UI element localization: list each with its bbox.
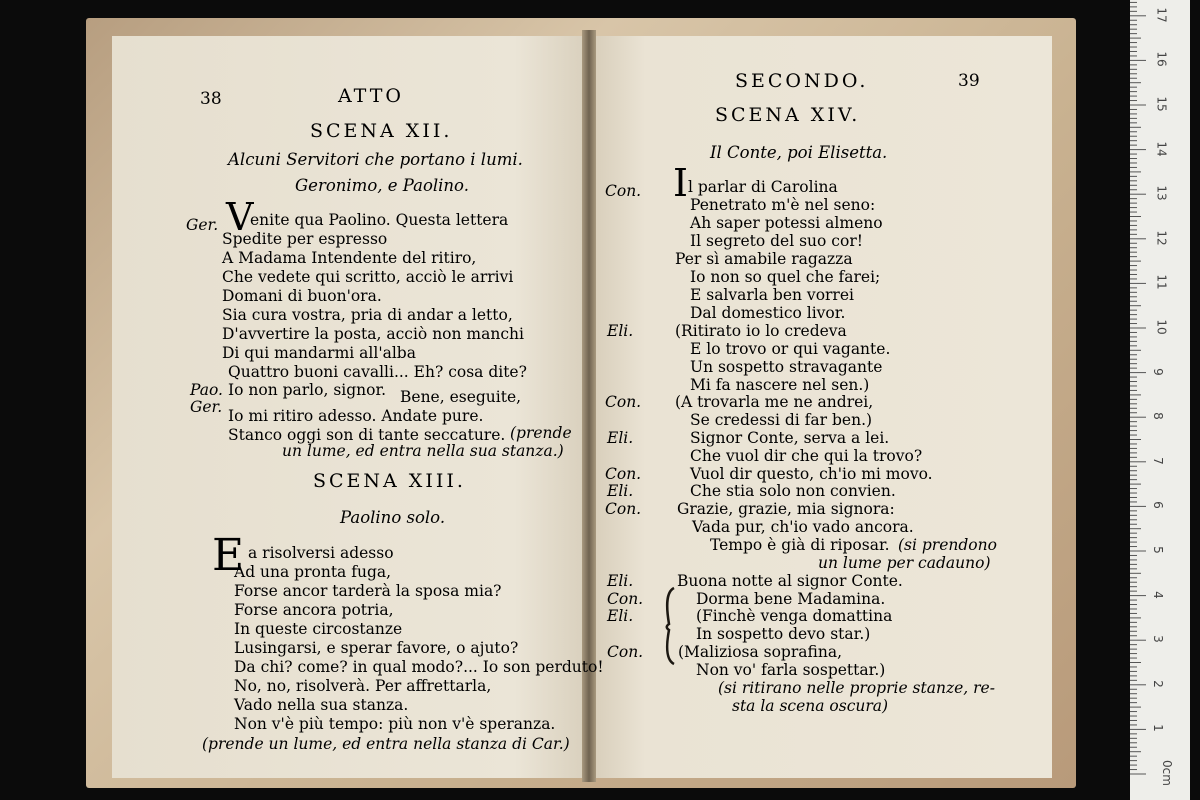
speaker-label: Con. xyxy=(605,465,642,483)
verse-line: In sospetto devo star.) xyxy=(696,625,871,643)
speaker-label: Eli. xyxy=(607,322,634,340)
verse-line: Io non parlo, signor. xyxy=(228,381,387,399)
speaker-label: Ger. xyxy=(186,216,219,234)
speaker-label: Con. xyxy=(605,393,642,411)
verse-line: Mi fa nascere nel sen.) xyxy=(690,376,870,394)
verse-line: Che stia solo non convien. xyxy=(690,482,896,500)
speaker-label: Con. xyxy=(607,643,644,661)
verse-line: Bene, eseguite, xyxy=(400,388,522,406)
verse-line: Quattro buoni cavalli... Eh? cosa dite? xyxy=(228,363,527,381)
ruler-number: 1 xyxy=(1150,724,1165,733)
verse-line: Ad una pronta fuga, xyxy=(234,563,392,581)
verse-line: (Ritirato io lo credeva xyxy=(675,322,847,340)
verse-line: Dal domestico livor. xyxy=(690,304,846,322)
verse-line: Tempo è già di riposar. xyxy=(710,536,890,554)
verse-line: Lusingarsi, e sperar favore, o ajuto? xyxy=(234,639,519,657)
speaker-label: Con. xyxy=(607,590,644,608)
speaker-label: Con. xyxy=(605,182,642,200)
left-running-head: ATTO xyxy=(338,85,404,107)
scene-12-subtitle: Alcuni Servitori che portano i lumi. xyxy=(228,150,523,169)
scene-14-subtitle: Il Conte, poi Elisetta. xyxy=(710,143,888,162)
speaker-label: Eli. xyxy=(607,607,634,625)
verse-line: Non v'è più tempo: più non v'è speranza. xyxy=(234,715,556,733)
stage-direction: sta la scena oscura) xyxy=(732,697,889,715)
ruler-number: 9 xyxy=(1150,367,1165,376)
ruler-number: 5 xyxy=(1150,546,1165,554)
verse-line: (A trovarla me ne andrei, xyxy=(675,393,874,411)
verse-line: Buona notte al signor Conte. xyxy=(677,572,903,590)
verse-line: No, no, risolverà. Per affrettarla, xyxy=(234,677,492,695)
verse-line: Forse ancor tarderà la sposa mia? xyxy=(234,582,502,600)
speaker-label: Con. xyxy=(605,500,642,518)
scene-12-title: SCENA XII. xyxy=(310,120,453,142)
ruler-number: 10 xyxy=(1154,319,1169,335)
verse-line: enite qua Paolino. Questa lettera xyxy=(250,211,509,229)
stage-direction: (prende xyxy=(510,424,572,442)
speaker-label: Eli. xyxy=(607,429,634,447)
verse-line: In queste circostanze xyxy=(234,620,403,638)
drop-cap: I xyxy=(673,161,689,205)
verse-line: Ah saper potessi almeno xyxy=(690,214,883,232)
scene-13-subtitle: Paolino solo. xyxy=(340,508,446,527)
verse-line: Sia cura vostra, pria di andar a letto, xyxy=(222,306,513,324)
verse-line: Io mi ritiro adesso. Andate pure. xyxy=(228,407,484,425)
ruler-number: 2 xyxy=(1150,679,1165,688)
verse-line: Se credessi di far ben.) xyxy=(690,411,873,429)
ruler-number: 4 xyxy=(1150,590,1165,599)
ruler-number: 15 xyxy=(1154,96,1169,112)
ruler-number: 14 xyxy=(1154,140,1169,157)
stage-direction: (si ritirano nelle proprie stanze, re- xyxy=(718,679,995,697)
stage-direction: un lume, ed entra nella sua stanza.) xyxy=(282,442,564,460)
verse-line: Grazie, grazie, mia signora: xyxy=(677,500,895,518)
verse-line: D'avvertire la posta, acciò non manchi xyxy=(222,325,524,343)
verse-line: Che vedete qui scritto, acciò le arrivi xyxy=(222,268,514,286)
ruler-number: 6 xyxy=(1150,501,1165,510)
scene-13-title: SCENA XIII. xyxy=(313,470,466,492)
verse-line: Stanco oggi son di tante seccature. xyxy=(228,426,506,444)
verse-line: Vada pur, ch'io vado ancora. xyxy=(692,518,914,536)
verse-line: Signor Conte, serva a lei. xyxy=(690,429,890,447)
brace-icon xyxy=(660,586,680,666)
verse-line: Di qui mandarmi all'alba xyxy=(222,344,416,362)
ruler-number: 17 xyxy=(1154,7,1169,23)
measurement-ruler xyxy=(1130,0,1190,800)
ruler-number: 7 xyxy=(1150,456,1165,465)
ruler-number: 3 xyxy=(1150,635,1165,644)
verse-line: Io non so quel che farei; xyxy=(690,268,881,286)
verse-line: (Finchè venga domattina xyxy=(696,607,893,625)
speaker-label: Ger. xyxy=(190,398,223,416)
verse-line: (Maliziosa soprafina, xyxy=(678,643,842,661)
verse-line: E lo trovo or qui vagante. xyxy=(690,340,891,358)
verse-line: Forse ancora potria, xyxy=(234,601,394,619)
verse-line: Che vuol dir che qui la trovo? xyxy=(690,447,923,465)
scene-14-title: SCENA XIV. xyxy=(715,104,861,126)
verse-line: Domani di buon'ora. xyxy=(222,287,382,305)
verse-line: Il segreto del suo cor! xyxy=(690,232,863,250)
left-page-number: 38 xyxy=(200,89,222,109)
verse-line: Vado nella sua stanza. xyxy=(234,696,409,714)
speaker-label: Eli. xyxy=(607,482,634,500)
verse-line: A Madama Intendente del ritiro, xyxy=(222,249,477,267)
stage-direction: un lume per cadauno) xyxy=(818,554,991,572)
speaker-label: Eli. xyxy=(607,572,634,590)
ruler-number: 0cm xyxy=(1159,760,1174,786)
verse-line: Da chi? come? in qual modo?... Io son perduto! xyxy=(234,658,604,676)
ruler-number: 12 xyxy=(1154,230,1169,246)
ruler-number: 13 xyxy=(1154,185,1169,201)
verse-line: Vuol dir questo, ch'io mi movo. xyxy=(690,465,933,483)
verse-line: Penetrato m'è nel seno: xyxy=(690,196,876,214)
verse-line: Spedite per espresso xyxy=(222,230,388,248)
verse-line: Un sospetto stravagante xyxy=(690,358,883,376)
drop-cap: V xyxy=(226,195,254,239)
right-page-number: 39 xyxy=(958,71,980,91)
right-running-head: SECONDO. xyxy=(735,70,869,92)
verse-line: Per sì amabile ragazza xyxy=(675,250,853,268)
speaker-label: Pao. xyxy=(190,381,223,399)
verse-line: l parlar di Carolina xyxy=(688,178,838,196)
scene-12-characters: Geronimo, e Paolino. xyxy=(295,176,469,195)
verse-line: a risolversi adesso xyxy=(248,544,394,562)
verse-line: Non vo' farla sospettar.) xyxy=(696,661,886,679)
stage-direction: (prende un lume, ed entra nella stanza di Car.) xyxy=(202,735,570,753)
drop-cap: E xyxy=(212,530,245,581)
ruler-number: 8 xyxy=(1150,412,1165,421)
ruler-number: 11 xyxy=(1154,274,1169,291)
verse-line: Dorma bene Madamina. xyxy=(696,590,886,608)
ruler-number: 16 xyxy=(1154,51,1169,68)
verse-line: E salvarla ben vorrei xyxy=(690,286,854,304)
stage-direction: (si prendono xyxy=(898,536,997,554)
